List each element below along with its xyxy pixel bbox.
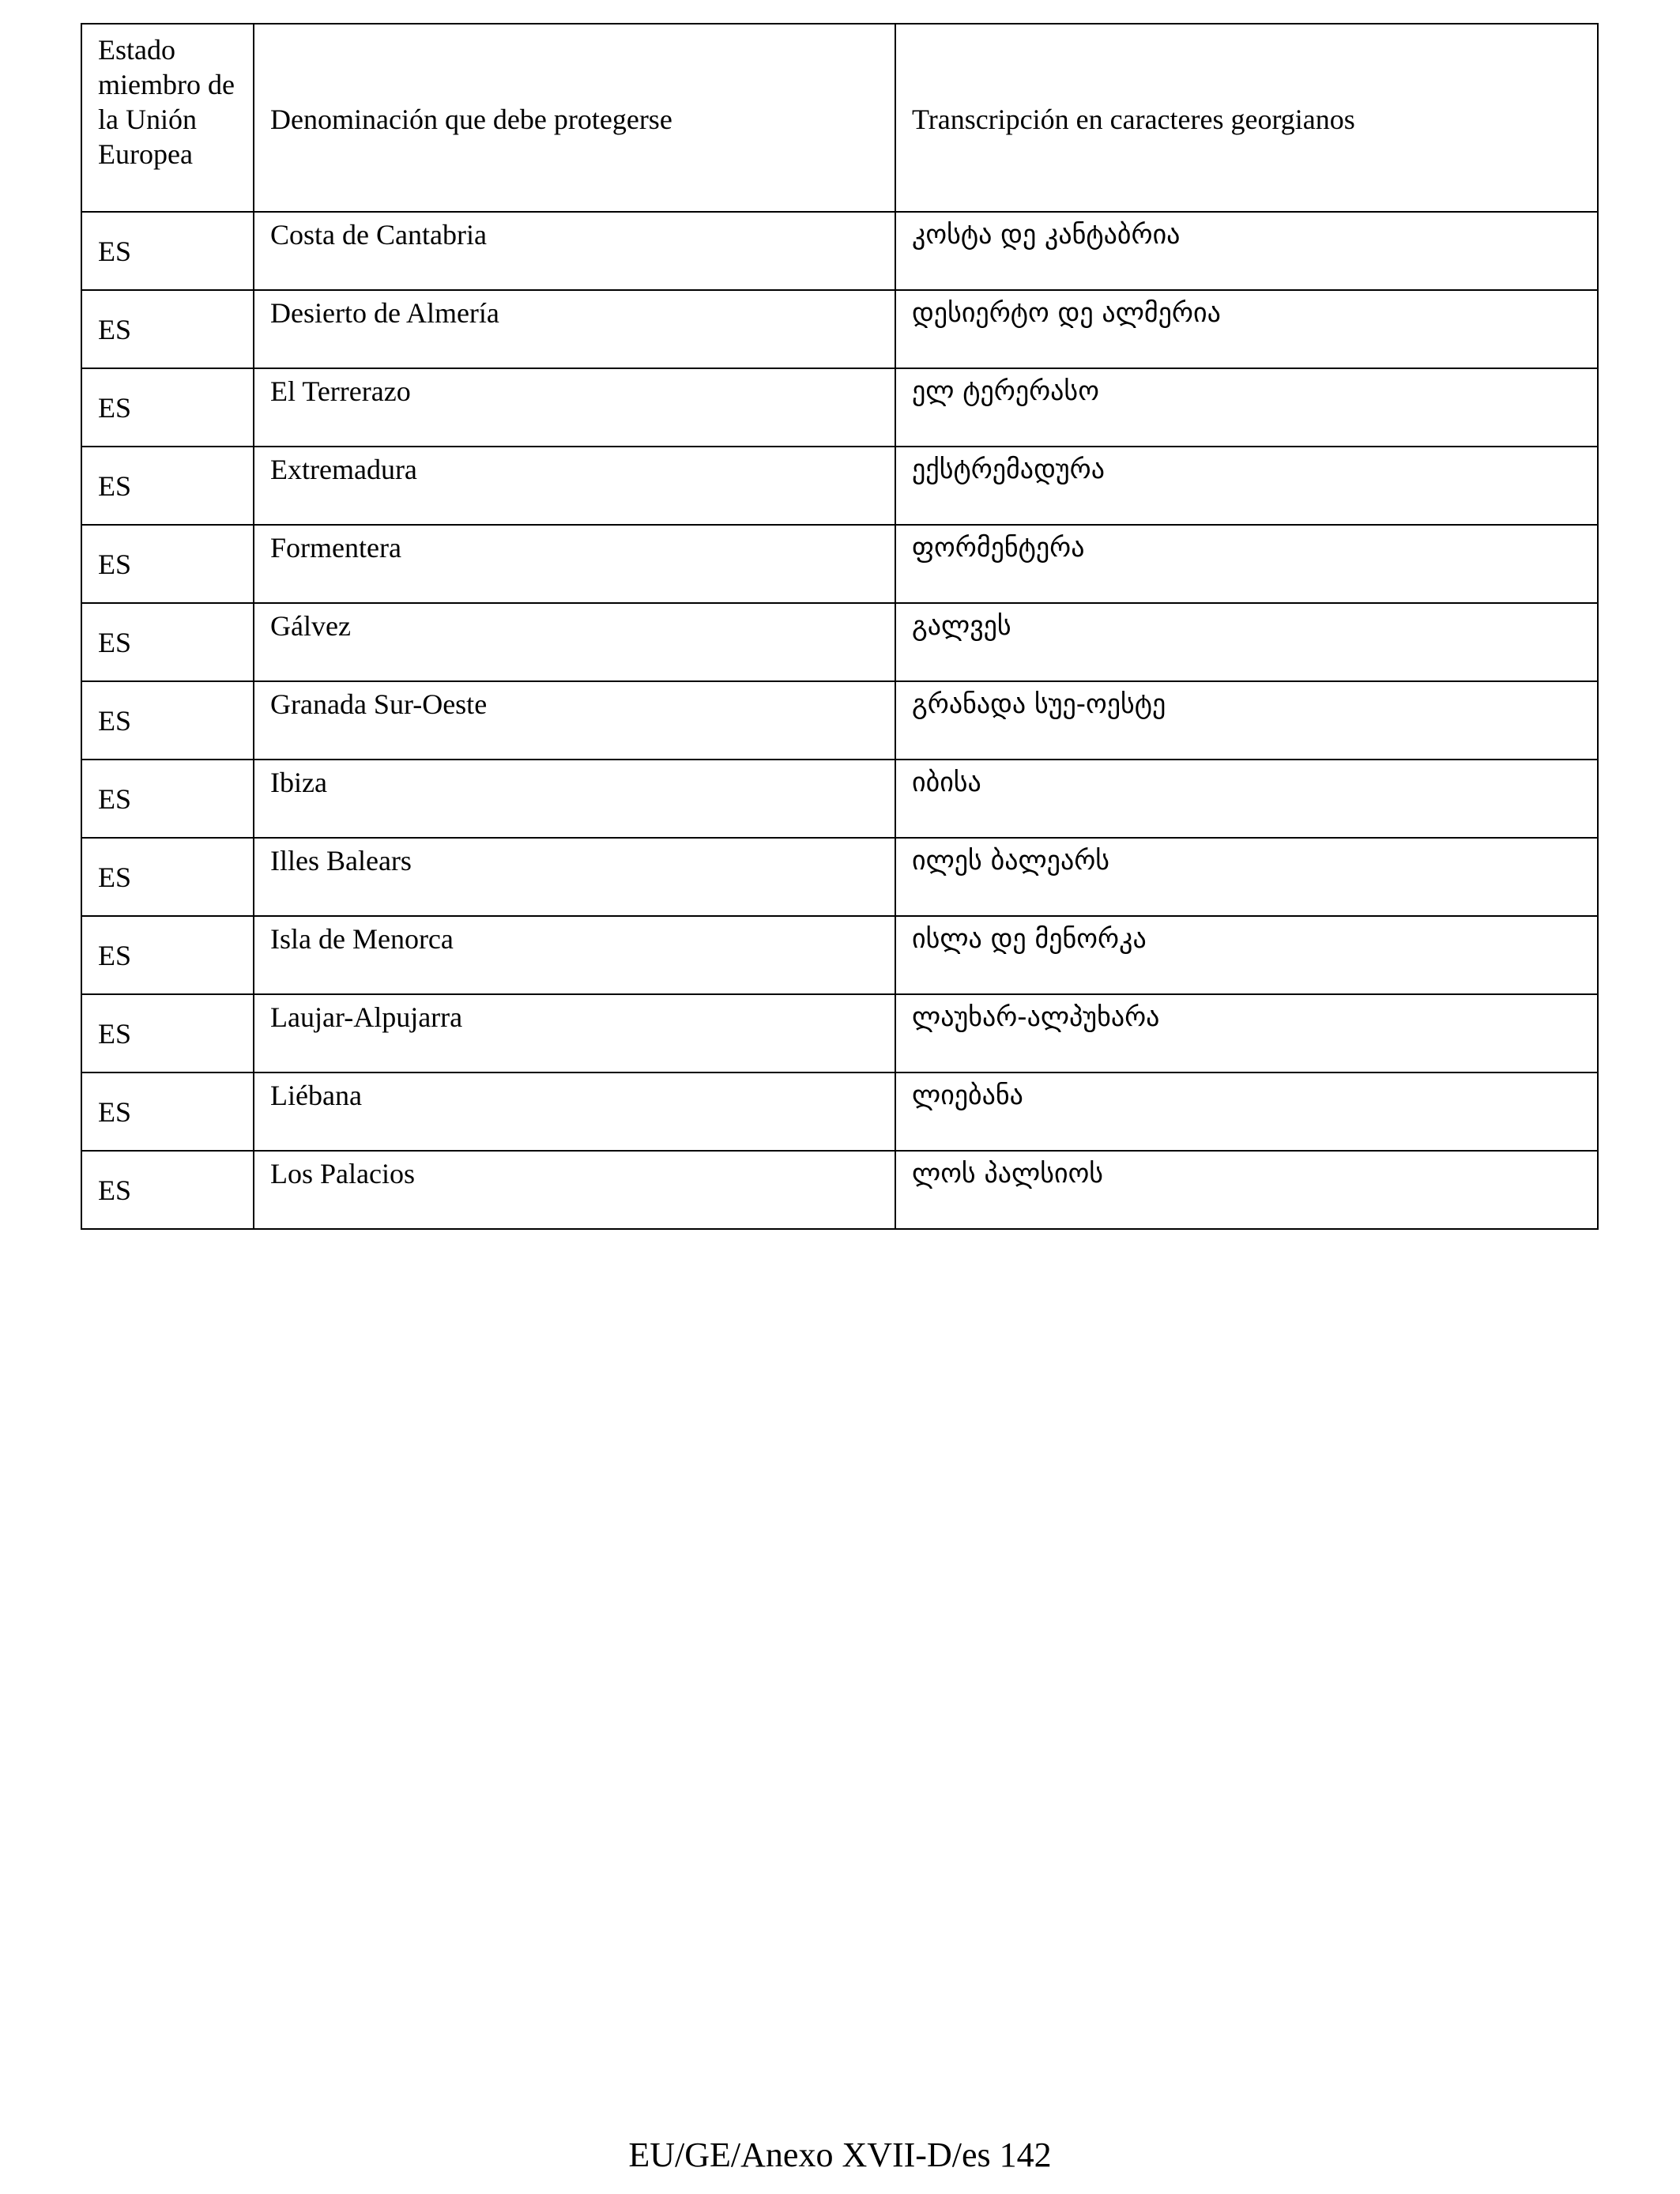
cell-georgian-transcription: ისლა დე მენორკა [895, 916, 1598, 994]
cell-georgian-transcription: იბისა [895, 760, 1598, 838]
cell-protected-name: Illes Balears [254, 838, 895, 916]
cell-member-state: ES [81, 212, 254, 290]
cell-member-state: ES [81, 525, 254, 603]
table-row [81, 368, 1598, 447]
cell-protected-name: Gálvez [254, 603, 895, 681]
cell-member-state: ES [81, 603, 254, 681]
cell-protected-name: Isla de Menorca [254, 916, 895, 994]
header-protected-name: Denominación que debe protegerse [254, 24, 895, 212]
cell-member-state: ES [81, 681, 254, 760]
cell-georgian-transcription: დესიერტო დე ალმერია [895, 290, 1598, 368]
table-row [81, 212, 1598, 290]
table-row [81, 994, 1598, 1072]
header-georgian-transcription: Transcripción en caracteres georgianos [895, 24, 1598, 212]
cell-member-state: ES [81, 994, 254, 1072]
table-row [81, 525, 1598, 603]
cell-georgian-transcription: ილეს ბალეარს [895, 838, 1598, 916]
cell-protected-name: Granada Sur-Oeste [254, 681, 895, 760]
cell-member-state: ES [81, 1072, 254, 1151]
cell-georgian-transcription: გალვეს [895, 603, 1598, 681]
cell-member-state: ES [81, 838, 254, 916]
cell-member-state: ES [81, 760, 254, 838]
cell-protected-name: Laujar-Alpujarra [254, 994, 895, 1072]
cell-member-state: ES [81, 368, 254, 447]
cell-georgian-transcription: კოსტა დე კანტაბრია [895, 212, 1598, 290]
table-header-row [81, 24, 1598, 212]
cell-member-state: ES [81, 916, 254, 994]
table-row [81, 1072, 1598, 1151]
cell-georgian-transcription: ფორმენტერა [895, 525, 1598, 603]
table-row [81, 760, 1598, 838]
table-row [81, 290, 1598, 368]
table-row [81, 603, 1598, 681]
cell-member-state: ES [81, 447, 254, 525]
protected-names-table [81, 23, 1599, 1230]
header-member-state: Estado miembro de la Unión Europea [81, 24, 254, 212]
cell-georgian-transcription: ლიებანა [895, 1072, 1598, 1151]
cell-georgian-transcription: ექსტრემადურა [895, 447, 1598, 525]
table-body [81, 212, 1598, 1229]
table-row [81, 838, 1598, 916]
cell-protected-name: El Terrerazo [254, 368, 895, 447]
cell-protected-name: Formentera [254, 525, 895, 603]
table-row [81, 447, 1598, 525]
table-row [81, 1151, 1598, 1229]
cell-protected-name: Ibiza [254, 760, 895, 838]
cell-protected-name: Extremadura [254, 447, 895, 525]
cell-georgian-transcription: ლაუხარ-ალპუხარა [895, 994, 1598, 1072]
cell-protected-name: Los Palacios [254, 1151, 895, 1229]
cell-protected-name: Liébana [254, 1072, 895, 1151]
cell-protected-name: Desierto de Almería [254, 290, 895, 368]
page-footer-reference: EU/GE/Anexo XVII-D/es 142 [628, 2136, 1052, 2174]
table-row [81, 916, 1598, 994]
cell-member-state: ES [81, 290, 254, 368]
cell-protected-name: Costa de Cantabria [254, 212, 895, 290]
table-row [81, 681, 1598, 760]
cell-member-state: ES [81, 1151, 254, 1229]
cell-georgian-transcription: ლოს პალსიოს [895, 1151, 1598, 1229]
cell-georgian-transcription: ელ ტერერასო [895, 368, 1598, 447]
cell-georgian-transcription: გრანადა სუე-ოესტე [895, 681, 1598, 760]
